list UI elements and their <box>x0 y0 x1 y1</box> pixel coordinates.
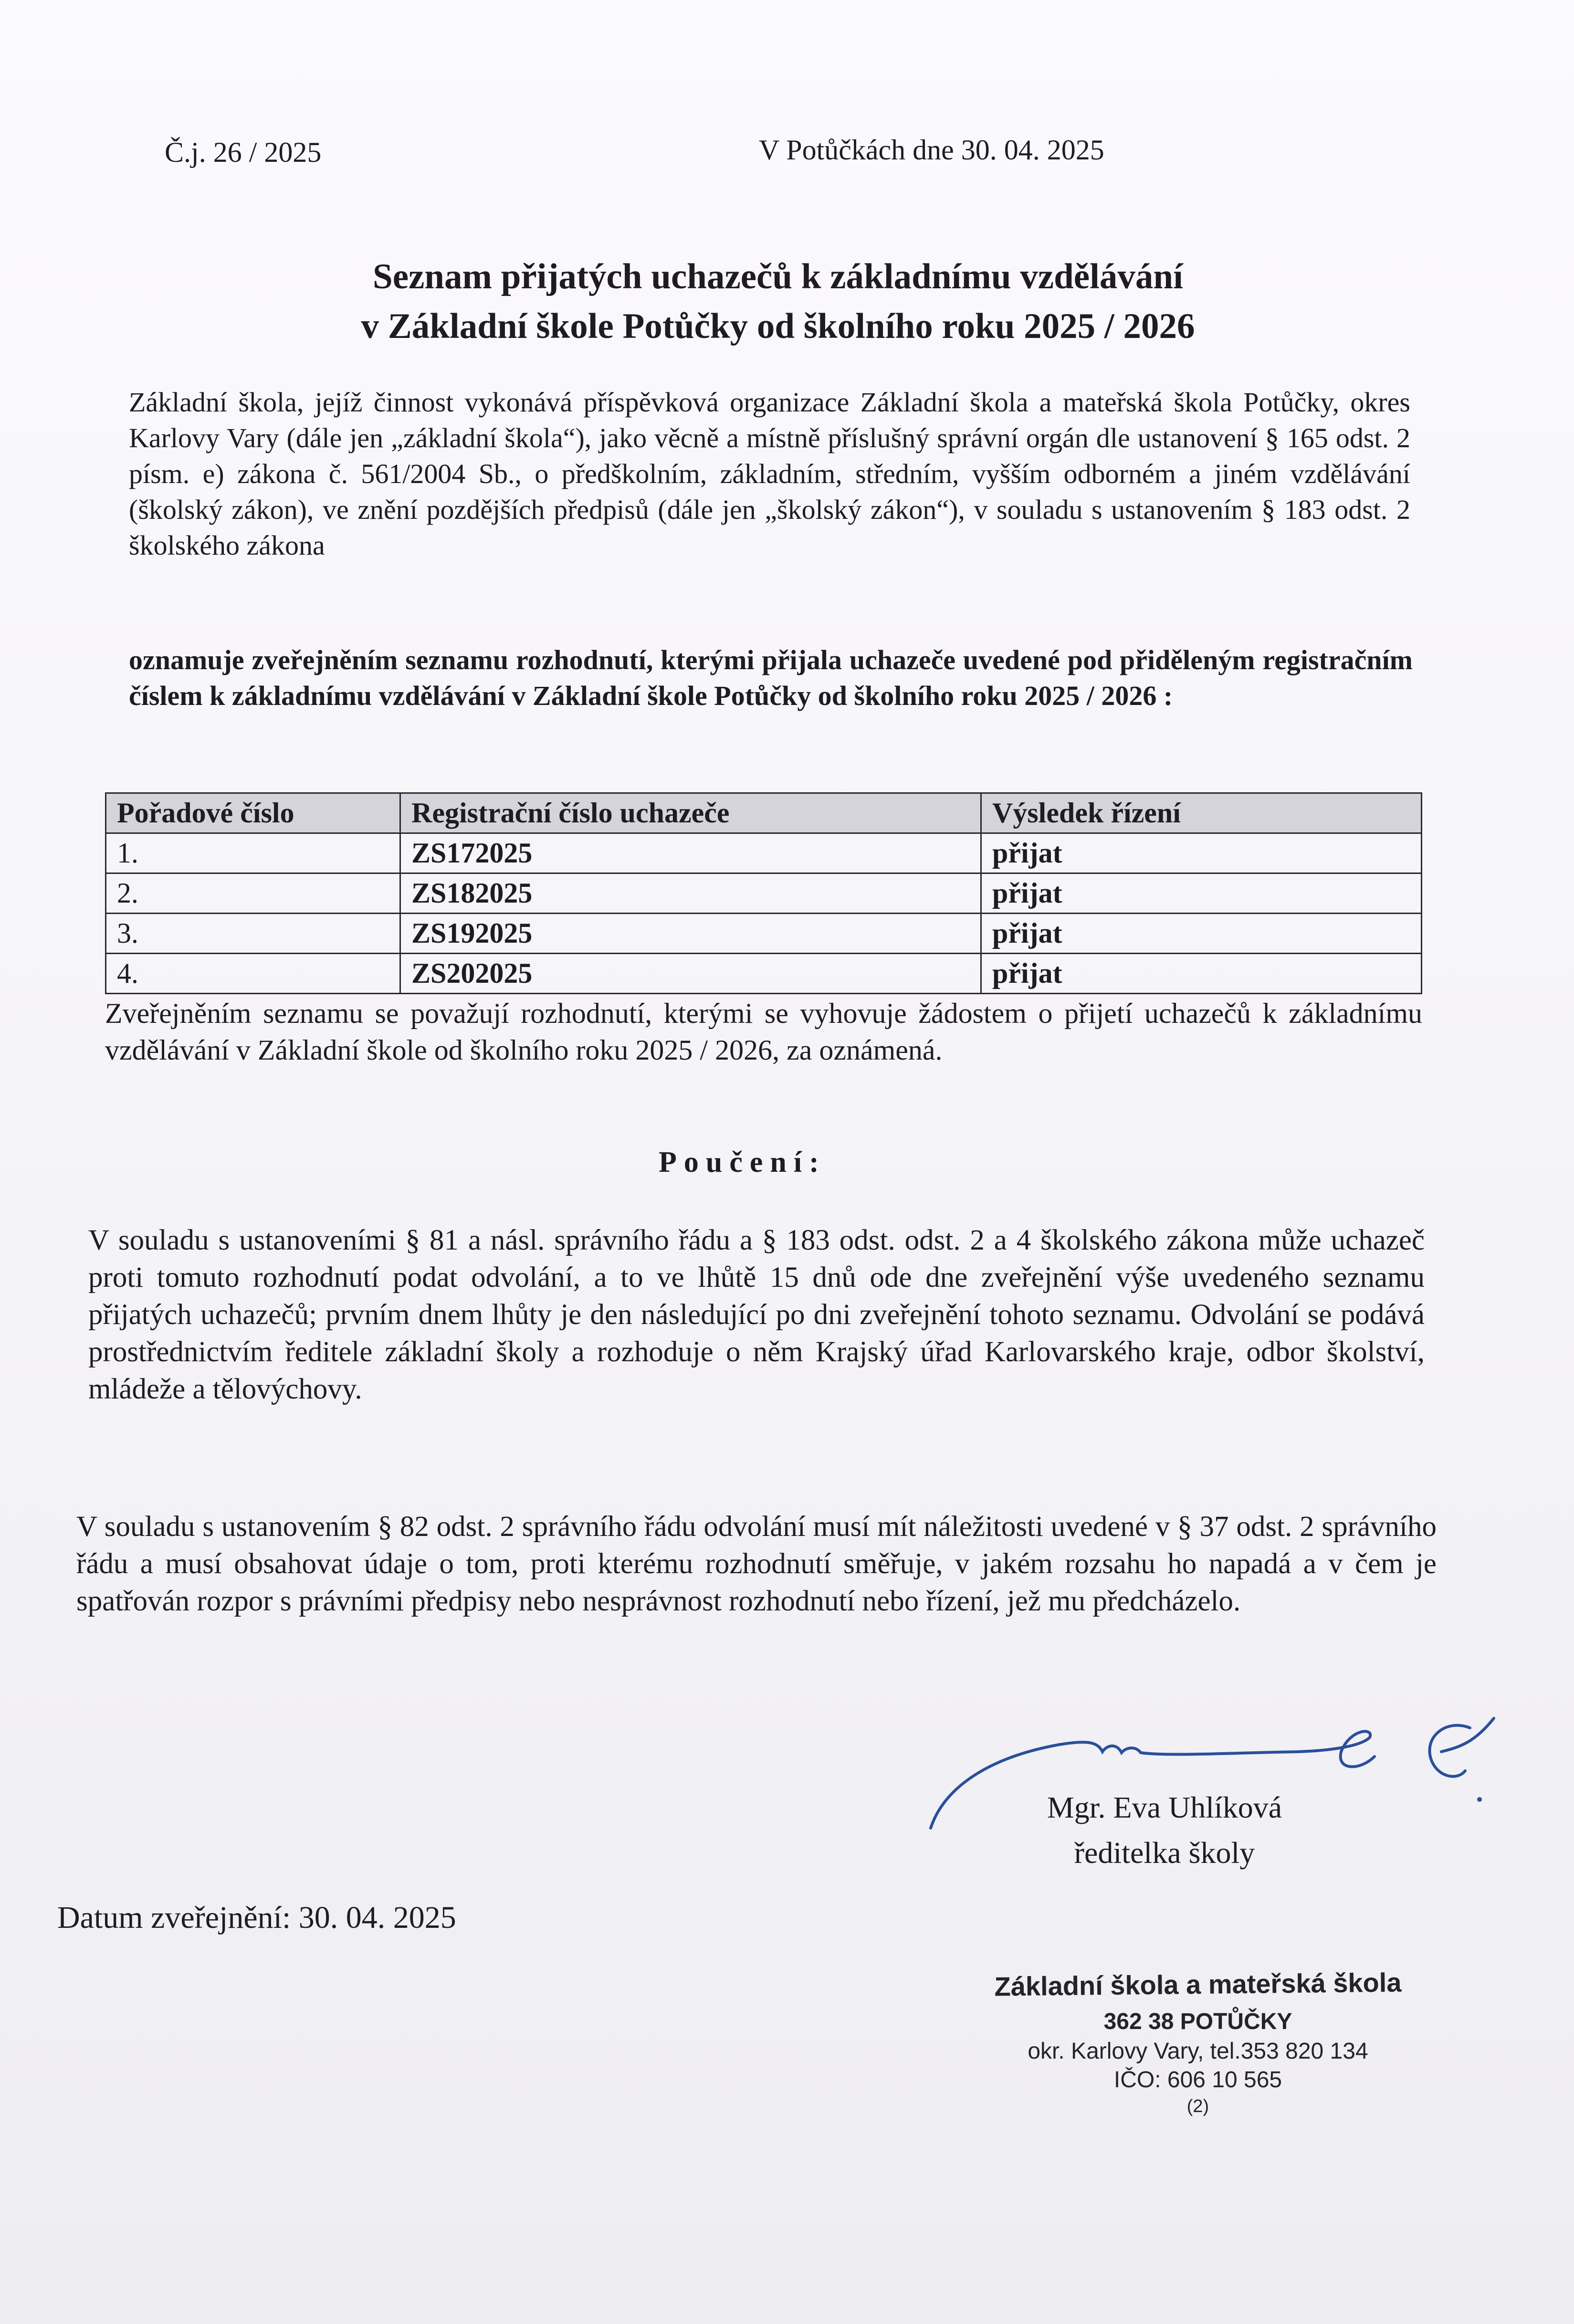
result-cell: přijat <box>981 833 1422 873</box>
order-cell: 2. <box>106 873 400 914</box>
header-registration-number: Registrační číslo uchazeče <box>400 793 981 833</box>
result-cell: přijat <box>981 954 1422 994</box>
school-stamp-line-2: 362 38 POTŮČKY <box>1103 2009 1292 2034</box>
registration-cell: ZS182025 <box>400 873 981 914</box>
order-cell: 1. <box>106 833 400 873</box>
result-cell: přijat <box>981 914 1422 954</box>
intro-paragraph: Základní škola, jejíž činnost vykonává příspěvková organizace Základní škola a mateřská škola Potůčky, okres Karlovy Vary (dále jen „základní škola“), jako věcně a místně příslušný správní orgán dle ustanovení § 165 odst. 2 písm. e) zákona č. 561/2004 Sb., o předškolním, základním, středním, vyšším odborném a jiném vzdělávání (školský zákon), ve znění pozdějších předpisů (dále jen „školský zákon“), v souladu s ustanovením § 183 odst. 2 školského zákona <box>129 387 1410 561</box>
place-and-date: V Potůčkách dne 30. 04. 2025 <box>759 134 1104 166</box>
school-stamp-line-5: (2) <box>1186 2096 1209 2116</box>
result-cell: přijat <box>981 873 1422 914</box>
order-cell: 4. <box>106 954 400 994</box>
signatory-name: Mgr. Eva Uhlíková <box>1047 1790 1282 1824</box>
after-table-paragraph: Zveřejněním seznamu se považují rozhodnutí, kterými se vyhovuje žádostem o přijetí uchazečů k základnímu vzdělávání v Základní škole od školního roku 2025 / 2026, za oznámená. <box>105 998 1422 1066</box>
table-row <box>106 873 1422 914</box>
signatory-role: ředitelka školy <box>1074 1836 1255 1870</box>
registration-cell: ZS192025 <box>400 914 981 954</box>
registration-cell: ZS202025 <box>400 954 981 994</box>
announcement-paragraph: oznamuje zveřejněním seznamu rozhodnutí, kterými přijala uchazeče uvedené pod přiděleným registračním číslem k základnímu vzdělávání v Základní škole Potůčky od školního roku 2025 / 2026 : <box>129 644 1413 711</box>
title-line-1: Seznam přijatých uchazečů k základnímu vzdělávání <box>373 257 1183 296</box>
reference-number: Č.j. 26 / 2025 <box>165 137 322 168</box>
table-row <box>106 914 1422 954</box>
pouceni-heading: Poučení: <box>659 1146 826 1178</box>
header-order-number: Pořadové číslo <box>106 793 400 833</box>
header-result: Výsledek řízení <box>981 793 1422 833</box>
pouceni-paragraph-1: V souladu s ustanoveními § 81 a násl. správního řádu a § 183 odst. odst. 2 a 4 školského zákona může uchazeč proti tomuto rozhodnutí podat odvolání, a to ve lhůtě 15 dnů ode dne zveřejnění výše uvedeného seznamu přijatých uchazečů; prvním dnem lhůty je den následující po dni zveřejnění tohoto seznamu. Odvolání se podává prostřednictvím ředitele základní školy a rozhoduje o něm Krajský úřad Karlovarského kraje, odbor školství, mládeže a tělovýchovy. <box>88 1224 1425 1405</box>
pouceni-paragraph-2: V souladu s ustanovením § 82 odst. 2 správního řádu odvolání musí mít náležitosti uvedené v § 37 odst. 2 správního řádu a musí obsahovat údaje o tom, proti kterému rozhodnutí směřuje, v jakém rozsahu ho napadá a v čem je spatřován rozpor s právními předpisy nebo nesprávnost rozhodnutí nebo řízení, jež mu předcházelo. <box>76 1511 1437 1617</box>
admission-results-table <box>105 792 1422 994</box>
table-header-row <box>106 793 1422 833</box>
table-row <box>106 833 1422 873</box>
table-row <box>106 954 1422 994</box>
title-line-2: v Základní škole Potůčky od školního roku 2025 / 2026 <box>361 306 1195 346</box>
school-stamp-line-4: IČO: 606 10 565 <box>1113 2067 1282 2093</box>
registration-cell: ZS172025 <box>400 833 981 873</box>
school-stamp-line-1: Základní škola a mateřská škola <box>994 1967 1402 2002</box>
order-cell: 3. <box>106 914 400 954</box>
school-stamp-line-3: okr. Karlovy Vary, tel.353 820 134 <box>1028 2039 1368 2064</box>
publication-date: Datum zveřejnění: 30. 04. 2025 <box>57 1900 456 1935</box>
